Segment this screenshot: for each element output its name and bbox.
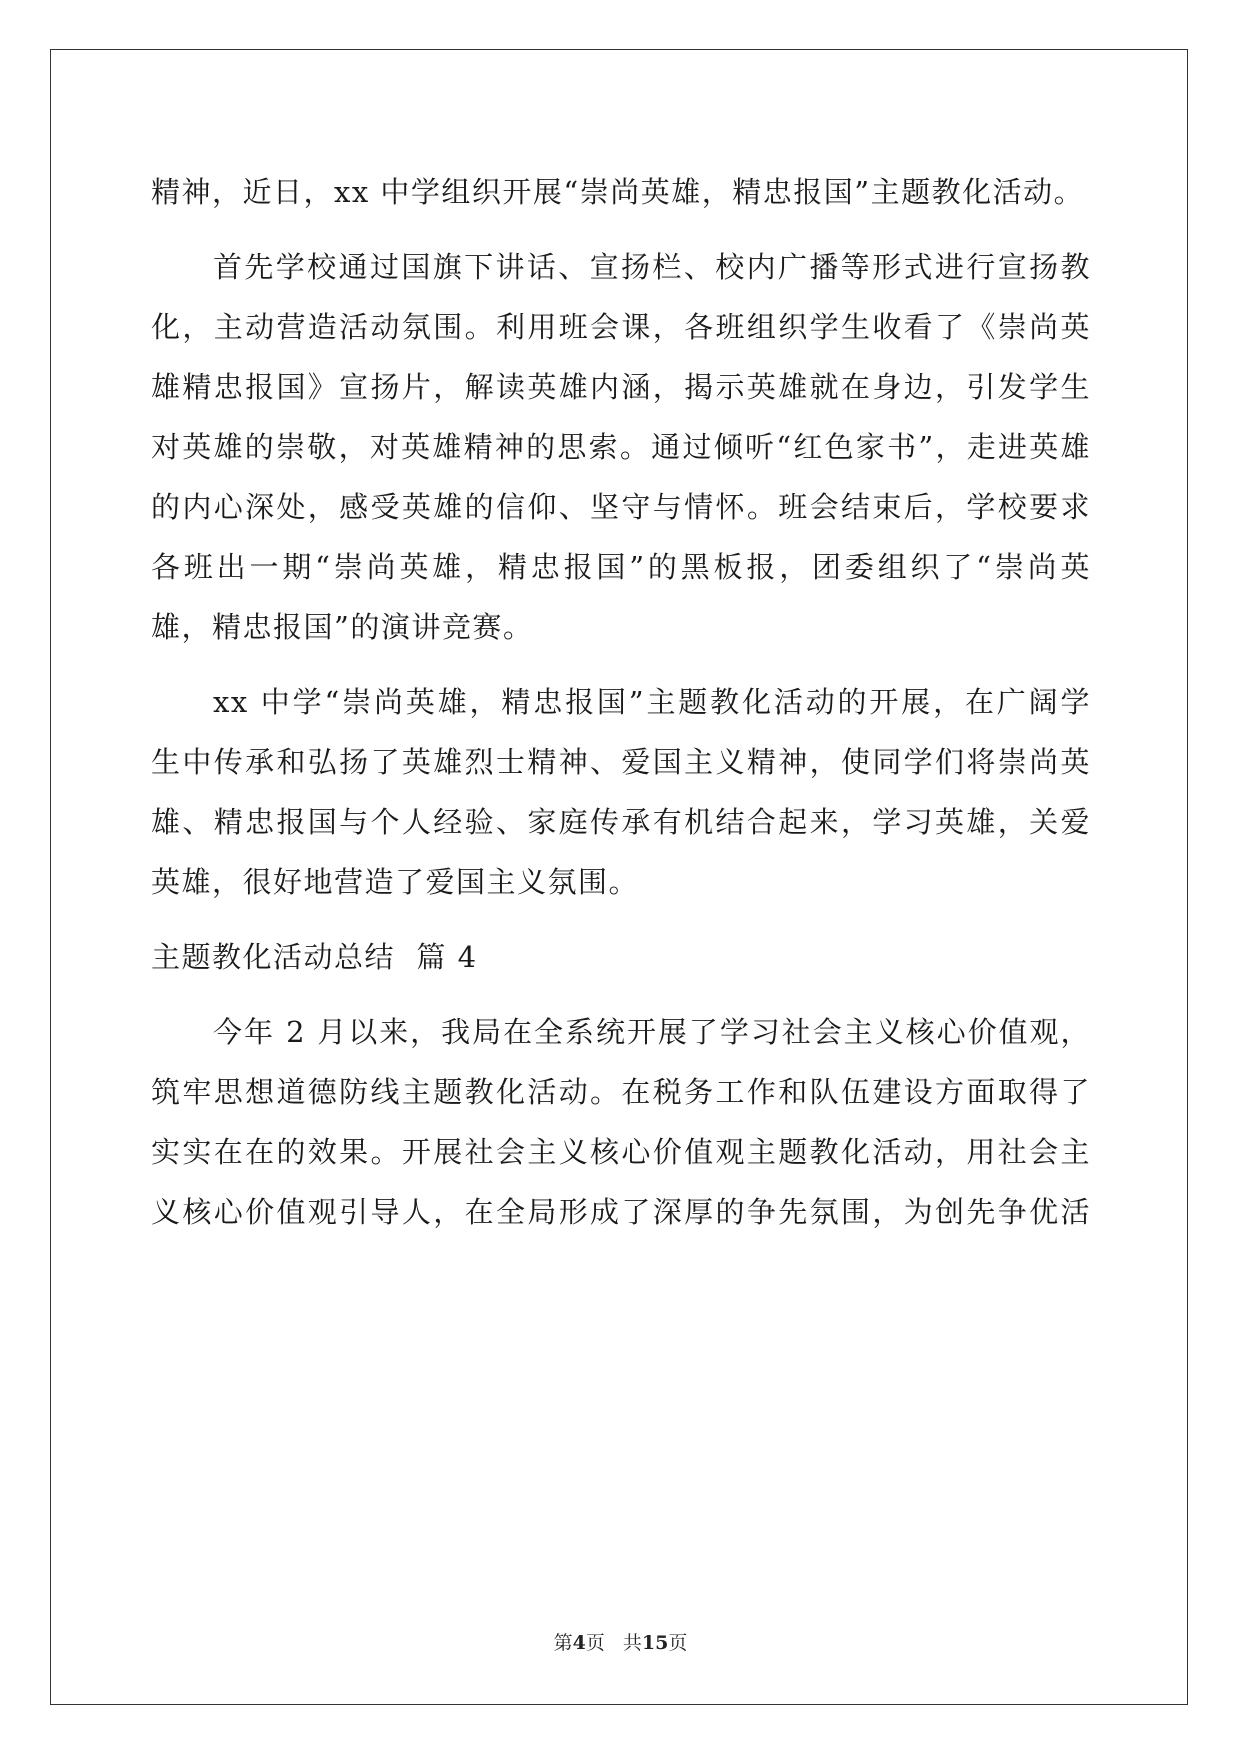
document-body [151, 162, 1091, 1242]
text-line: 实实在在的效果。开展社会主义核心价值观主题教化活动，用社会主 [151, 1135, 1091, 1169]
text-line: 雄、精忠报国与个人经验、家庭传承有机结合起来，学习英雄，关爱 [151, 805, 1091, 839]
text-line: 筑牢思想道德防线主题教化活动。在税务工作和队伍建设方面取得了 [151, 1075, 1091, 1109]
text-line: 义核心价值观引导人，在全局形成了深厚的争先氛围，为创先争优活 [151, 1195, 1091, 1229]
footer-total-unit: 页 [668, 1632, 688, 1654]
text-line: 英雄，很好地营造了爱国主义氛围。 [151, 865, 640, 899]
text-line: 精神，近日，xx 中学组织开展“崇尚英雄，精忠报国”主题教化活动。 [151, 175, 1085, 209]
footer-page-unit: 页 [585, 1632, 605, 1654]
text-line: 生中传承和弘扬了英雄烈士精神、爱国主义精神，使同学们将崇尚英 [151, 745, 1091, 779]
text-line: 各班出一期“崇尚英雄，精忠报国”的黑板报，团委组织了“崇尚英 [151, 550, 1091, 584]
text-line: 雄，精忠报国”的演讲竞赛。 [151, 610, 534, 644]
text-line: 雄精忠报国》宣扬片，解读英雄内涵，揭示英雄就在身边，引发学生 [151, 370, 1091, 404]
text-line: 化，主动营造活动氛围。利用班会课，各班组织学生收看了《崇尚英 [151, 310, 1091, 344]
footer-prefix: 第 [553, 1632, 573, 1654]
text-line: 首先学校通过国旗下讲话、宣扬栏、校内广播等形式进行宣扬教 [213, 250, 1091, 284]
text-line: xx 中学“崇尚英雄，精忠报国”主题教化活动的开展，在广阔学 [213, 685, 1091, 719]
footer-total-prefix: 共 [622, 1632, 642, 1654]
text-line: 的内心深处，感受英雄的信仰、坚守与情怀。班会结束后，学校要求 [151, 490, 1091, 524]
section-heading: 主题教化活动总结 篇 4 [151, 940, 478, 974]
current-page-number: 4 [572, 1632, 586, 1654]
text-line: 今年 2 月以来，我局在全系统开展了学习社会主义核心价值观， [213, 1015, 1091, 1049]
text-line: 对英雄的崇敬，对英雄精神的思索。通过倾听“红色家书”，走进英雄 [151, 430, 1091, 464]
total-pages-number: 15 [641, 1632, 669, 1654]
page-number-footer [0, 1628, 1241, 1655]
